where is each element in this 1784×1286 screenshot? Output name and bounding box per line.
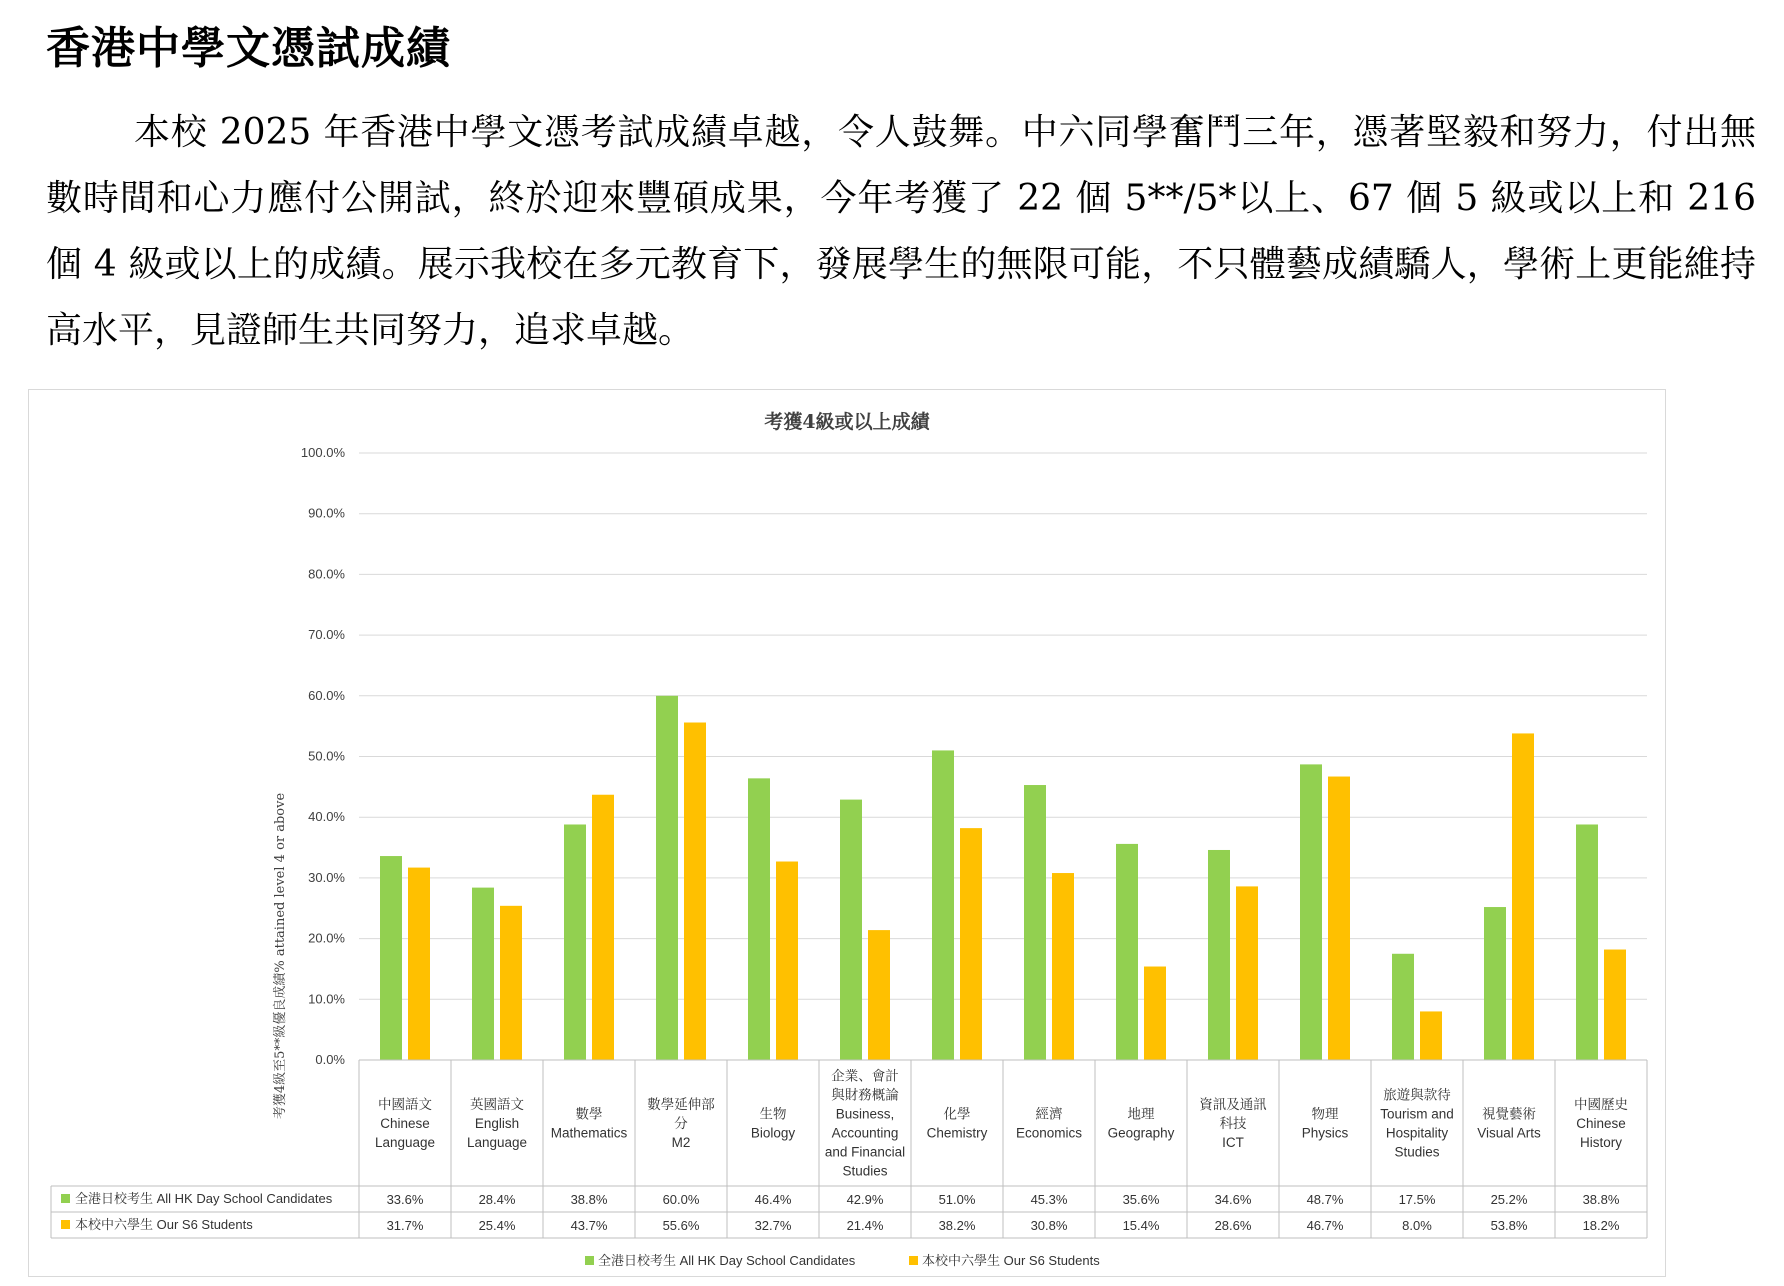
bar-hk-8	[1116, 844, 1138, 1060]
data-label: 28.4%	[478, 1192, 516, 1207]
bar-hk-5	[840, 800, 862, 1060]
data-label: 53.8%	[1490, 1218, 1528, 1233]
row-legend-key	[61, 1194, 70, 1203]
bar-school-7	[1052, 873, 1074, 1060]
data-label: 48.7%	[1306, 1192, 1344, 1207]
bar-school-6	[960, 828, 982, 1060]
bar-school-8	[1144, 967, 1166, 1060]
bar-school-5	[868, 930, 890, 1060]
category-label: 視覺藝術 Visual Arts	[1477, 1106, 1541, 1141]
y-axis-label: 考獲4級至5**級優良成績% attained level 4 or above	[273, 792, 288, 1120]
y-tick-label: 20.0%	[308, 930, 345, 946]
category-label: 企業、會計與財務概論 Business, Accounting and Financial Studies	[824, 1068, 906, 1179]
y-tick-label: 100.0%	[300, 445, 345, 460]
data-label: 30.8%	[1030, 1218, 1068, 1233]
data-label: 31.7%	[386, 1218, 424, 1233]
data-label: 42.9%	[846, 1192, 884, 1207]
bar-chart	[29, 390, 1665, 1276]
data-label: 60.0%	[662, 1192, 700, 1207]
category-label: 中國歷史 Chinese History	[1574, 1097, 1628, 1150]
data-label: 21.4%	[846, 1218, 884, 1233]
legend-entry: 全港日校考生 All HK Day School Candidates	[598, 1253, 856, 1268]
y-tick-label: 40.0%	[308, 809, 345, 825]
bar-hk-10	[1300, 764, 1322, 1060]
category-label: 中國語文 Chinese Language	[374, 1097, 436, 1150]
data-label: 33.6%	[386, 1192, 424, 1207]
category-label: 旅遊與款待 Tourism and Hospitality Studies	[1380, 1087, 1454, 1160]
bar-hk-2	[564, 824, 586, 1060]
intro-paragraph: 本校 2025 年香港中學文憑考試成績卓越，令人鼓舞。中六同學奮鬥三年，憑著堅毅和努力，付出無數時間和心力應付公開試，終於迎來豐碩成果，今年考獲了 22 個 5**/5*以上、67 個 5 級或以上和 216 個 4 級或以上的成績。展示我校在多元教育下，發展學生的無限可能，不只體藝成績驕人，學術上更能維持高水平，見證師生共同努力，追求卓越。	[46, 112, 1756, 351]
legend	[585, 1253, 1100, 1268]
data-label: 32.7%	[754, 1218, 792, 1233]
data-label: 46.7%	[1306, 1218, 1344, 1233]
y-tick-label: 60.0%	[308, 687, 345, 703]
data-label: 38.8%	[570, 1192, 608, 1207]
y-tick-label: 50.0%	[308, 748, 345, 764]
bar-hk-11	[1392, 954, 1414, 1060]
y-tick-label: 30.0%	[308, 869, 345, 885]
data-label: 51.0%	[938, 1192, 976, 1207]
bar-school-9	[1236, 886, 1258, 1060]
bar-school-0	[408, 868, 430, 1060]
bar-hk-12	[1484, 907, 1506, 1060]
bar-school-10	[1328, 777, 1350, 1060]
data-label: 43.7%	[570, 1218, 608, 1233]
bar-school-13	[1604, 950, 1626, 1060]
bar-hk-9	[1208, 850, 1230, 1060]
data-table	[51, 1060, 1647, 1238]
y-tick-label: 10.0%	[308, 991, 345, 1007]
data-label: 55.6%	[662, 1218, 700, 1233]
category-label: 地理 Geography	[1107, 1106, 1175, 1141]
data-label: 38.2%	[938, 1218, 976, 1233]
row-series-name: 全港日校考生 All HK Day School Candidates	[75, 1191, 333, 1206]
page-title: 香港中學文憑試成績	[46, 23, 451, 74]
bar-hk-0	[380, 856, 402, 1060]
legend-key	[909, 1256, 918, 1265]
bar-hk-1	[472, 888, 494, 1060]
data-label: 25.4%	[478, 1218, 516, 1233]
category-label: 生物 Biology	[750, 1106, 796, 1141]
category-label: 英國語文 English Language	[466, 1097, 528, 1150]
bar-school-11	[1420, 1011, 1442, 1060]
data-label: 8.0%	[1402, 1218, 1432, 1233]
data-label: 34.6%	[1214, 1192, 1252, 1207]
y-tick-label: 70.0%	[308, 627, 345, 643]
legend-key	[585, 1256, 594, 1265]
bar-school-3	[684, 723, 706, 1060]
row-series-name: 本校中六學生 Our S6 Students	[75, 1217, 253, 1232]
category-label: 化學 Chemistry	[926, 1106, 988, 1141]
data-label: 35.6%	[1122, 1192, 1160, 1207]
row-legend-key	[61, 1220, 70, 1229]
data-label: 38.8%	[1582, 1192, 1620, 1207]
y-tick-label: 90.0%	[308, 505, 345, 521]
bar-hk-13	[1576, 824, 1598, 1060]
data-label: 28.6%	[1214, 1218, 1252, 1233]
data-label: 17.5%	[1398, 1192, 1436, 1207]
bar-school-2	[592, 795, 614, 1060]
y-tick-label: 80.0%	[308, 566, 345, 582]
bar-school-12	[1512, 733, 1534, 1060]
bar-hk-6	[932, 750, 954, 1060]
chart-title: 考獲4級或以上成績	[764, 411, 930, 433]
data-label: 45.3%	[1030, 1192, 1068, 1207]
category-label: 數學延伸部分 M2	[647, 1097, 715, 1150]
category-label: 數學 Mathematics	[550, 1106, 628, 1141]
data-label: 18.2%	[1582, 1218, 1620, 1233]
bar-hk-4	[748, 778, 770, 1060]
category-label: 資訊及通訊科技 ICT	[1199, 1097, 1267, 1150]
y-tick-label: 0.0%	[315, 1052, 345, 1067]
data-label: 46.4%	[754, 1192, 792, 1207]
category-label: 經濟 Economics	[1015, 1106, 1083, 1141]
category-label: 物理 Physics	[1301, 1106, 1349, 1141]
legend-entry: 本校中六學生 Our S6 Students	[922, 1253, 1100, 1268]
data-label: 15.4%	[1122, 1218, 1160, 1233]
bar-school-1	[500, 906, 522, 1060]
bar-hk-7	[1024, 785, 1046, 1060]
chart-container	[28, 389, 1666, 1277]
bar-hk-3	[656, 696, 678, 1060]
data-label: 25.2%	[1490, 1192, 1528, 1207]
bar-school-4	[776, 862, 798, 1060]
